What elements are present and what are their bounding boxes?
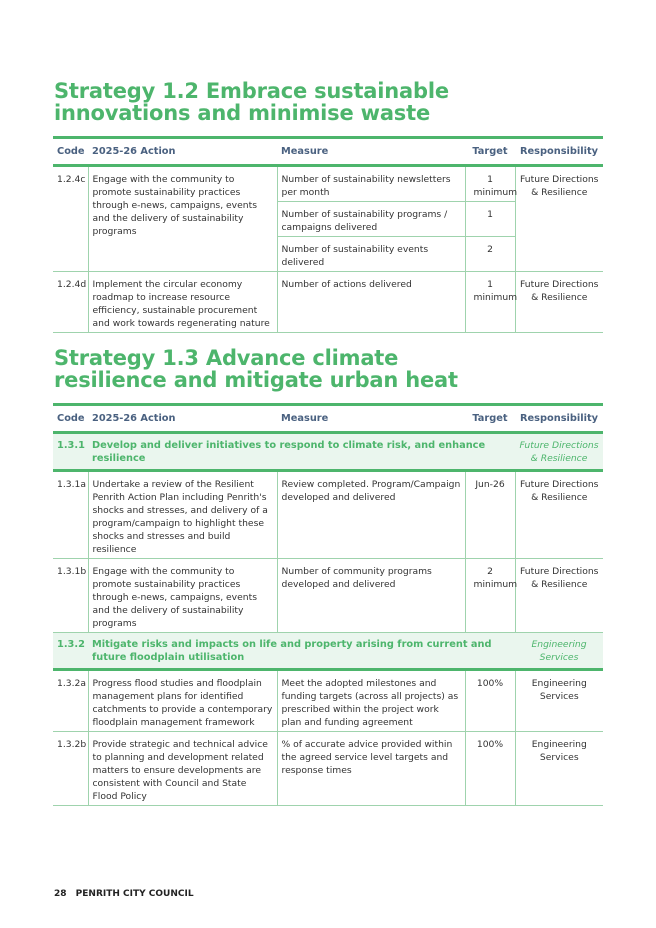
subheading-row xyxy=(53,633,603,670)
row-code: 1.3.2a xyxy=(53,670,88,732)
table-row xyxy=(53,559,603,633)
row-action: Implement the circular economy roadmap to increase resource efficiency, sustainable procurement and work towards regenerating nature xyxy=(88,272,277,333)
header-responsibility: Responsibility xyxy=(519,146,599,157)
strategy-1-2-title xyxy=(54,80,449,124)
row-action: Engage with the community to promote sustainability practices through e-news, campaigns, events and the delivery of sustainability programs xyxy=(88,559,277,633)
header-target: Target xyxy=(472,146,508,157)
title-line-1: Strategy 1.2 Embrace sustainable xyxy=(54,79,449,103)
table-row xyxy=(53,732,603,806)
header-responsibility: Responsibility xyxy=(519,413,599,424)
header-action: 2025-26 Action xyxy=(92,413,176,424)
subheading-row xyxy=(53,433,603,471)
table-row xyxy=(53,471,603,559)
row-code: 1.2.4c xyxy=(53,166,88,272)
row-code: 1.2.4d xyxy=(53,272,88,333)
header-target: Target xyxy=(472,413,508,424)
row-target: 2 minimum xyxy=(465,559,515,633)
header-action: 2025-26 Action xyxy=(92,146,176,157)
row-measure: % of accurate advice provided within the agreed service level targets and response times xyxy=(277,732,465,806)
header-code: Code xyxy=(57,146,85,157)
subheading-title: Mitigate risks and impacts on life and property arising from current and future floodplain utilisation xyxy=(88,633,515,670)
row-measure: Meet the adopted milestones and funding targets (across all projects) as prescribed within the project work plan and funding agreement xyxy=(277,670,465,732)
row-measure: Number of sustainability programs / campaigns delivered xyxy=(277,202,465,237)
row-code: 1.3.1a xyxy=(53,471,88,559)
table-row xyxy=(53,272,603,333)
table-header-row xyxy=(53,138,603,166)
organisation-name: PENRITH CITY COUNCIL xyxy=(75,889,194,899)
row-target: 1 minimum xyxy=(465,166,515,202)
subheading-code: 1.3.2 xyxy=(53,633,88,670)
row-action: Engage with the community to promote sustainability practices through e-news, campaigns, events and the delivery of sustainability programs xyxy=(88,166,277,272)
page-number: 28 xyxy=(54,889,67,899)
row-target: 1 xyxy=(465,202,515,237)
table-row xyxy=(53,670,603,732)
page-footer xyxy=(54,889,194,899)
row-measure: Number of community programs developed and delivered xyxy=(277,559,465,633)
table-header-row xyxy=(53,405,603,433)
row-target: 100% xyxy=(465,670,515,732)
header-measure: Measure xyxy=(281,146,329,157)
table-row xyxy=(53,166,603,202)
subheading-responsibility: Future Directions & Resilience xyxy=(515,433,603,471)
title-line-1: Strategy 1.3 Advance climate xyxy=(54,346,399,370)
row-measure: Number of actions delivered xyxy=(277,272,465,333)
row-action: Progress flood studies and floodplain management plans for identified catchments to provide a contemporary floodplain management framework xyxy=(88,670,277,732)
subheading-code: 1.3.1 xyxy=(53,433,88,471)
row-measure: Review completed. Program/Campaign developed and delivered xyxy=(277,471,465,559)
row-target: 1 minimum xyxy=(465,272,515,333)
row-target: 2 xyxy=(465,237,515,272)
title-line-2: innovations and minimise waste xyxy=(54,101,430,125)
title-line-2: resilience and mitigate urban heat xyxy=(54,368,458,392)
row-action: Provide strategic and technical advice to planning and development related matters to ensure developments are consistent with Council and State Flood Policy xyxy=(88,732,277,806)
row-responsibility: Engineering Services xyxy=(515,732,603,806)
row-measure: Number of sustainability newsletters per month xyxy=(277,166,465,202)
row-responsibility: Future Directions & Resilience xyxy=(515,272,603,333)
row-responsibility: Future Directions & Resilience xyxy=(515,559,603,633)
subheading-responsibility: Engineering Services xyxy=(515,633,603,670)
row-target: 100% xyxy=(465,732,515,806)
row-code: 1.3.1b xyxy=(53,559,88,633)
row-target: Jun-26 xyxy=(465,471,515,559)
strategy-1-3-table xyxy=(53,403,603,806)
header-measure: Measure xyxy=(281,413,329,424)
row-code: 1.3.2b xyxy=(53,732,88,806)
subheading-title: Develop and deliver initiatives to respond to climate risk, and enhance resilience xyxy=(88,433,515,471)
strategy-1-3-title xyxy=(54,347,458,391)
row-responsibility: Engineering Services xyxy=(515,670,603,732)
header-code: Code xyxy=(57,413,85,424)
row-responsibility: Future Directions & Resilience xyxy=(515,166,603,272)
row-measure: Number of sustainability events delivered xyxy=(277,237,465,272)
row-responsibility: Future Directions & Resilience xyxy=(515,471,603,559)
row-action: Undertake a review of the Resilient Penrith Action Plan including Penrith's shocks and stresses, and delivery of a program/campaign to highlight these shocks and stresses and build resilience xyxy=(88,471,277,559)
strategy-1-2-table xyxy=(53,136,603,333)
